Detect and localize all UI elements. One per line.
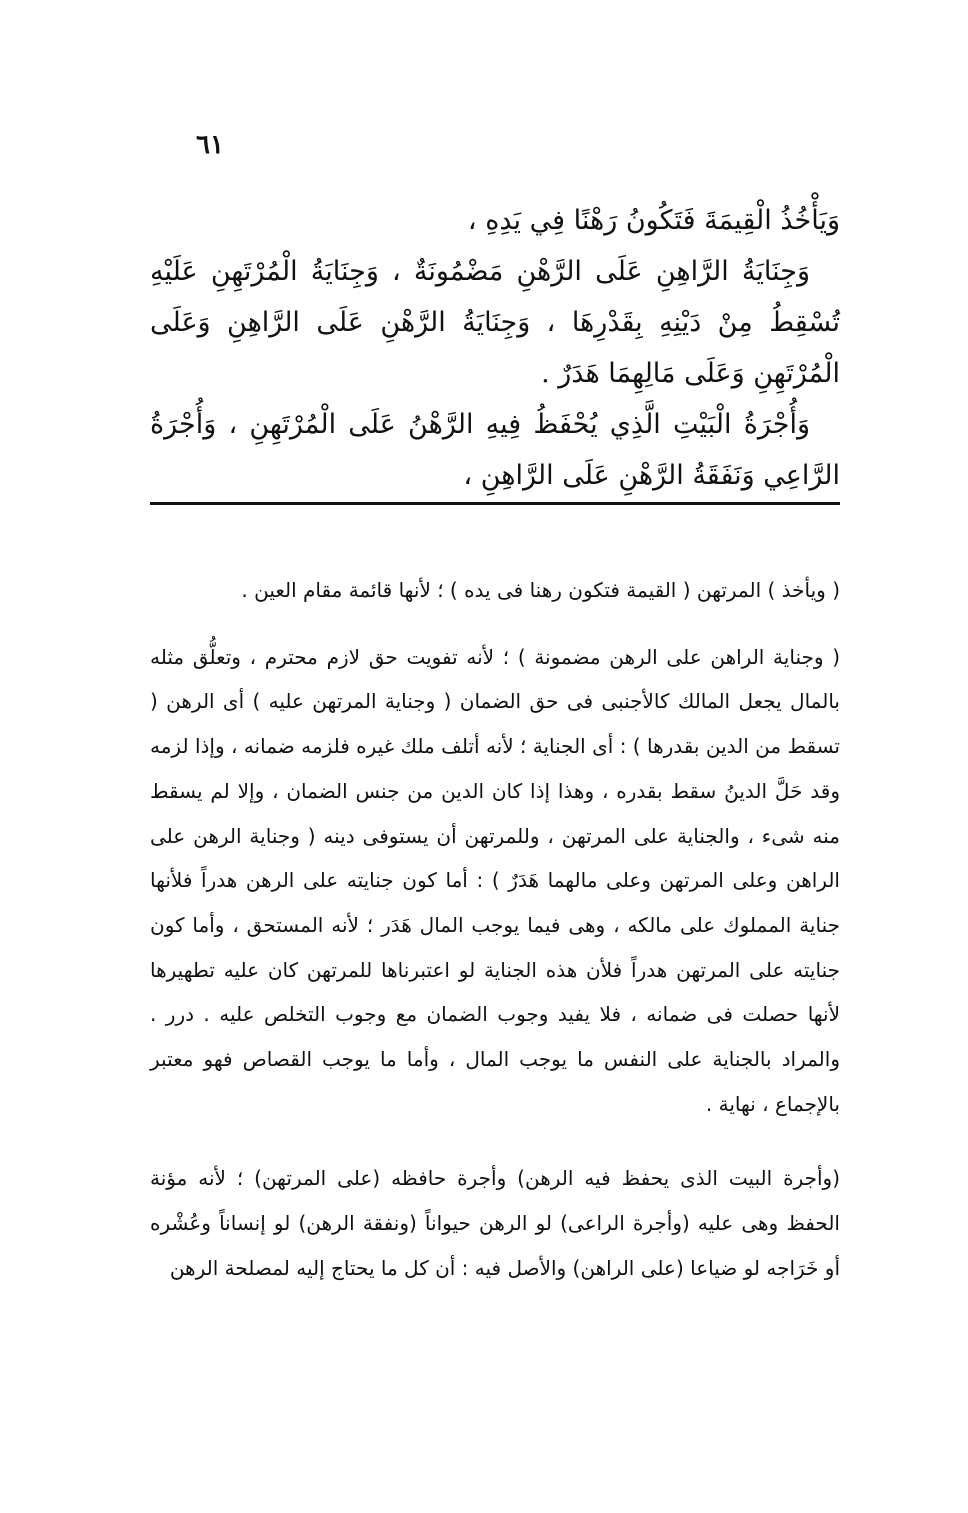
commentary-paragraph-1: ( ويأخذ ) المرتهن ( القيمة فتكون رهنا فى يده ) ؛ لأنها قائمة مقام العين . [241, 578, 840, 602]
main-text-paragraph-1: وَيَأْخُذُ الْقِيمَةَ فَتَكُونُ رَهْنًا فِي يَدِهِ ، [467, 205, 840, 236]
main-text-paragraph-2: وَجِنَايَةُ الرَّاهِنِ عَلَى الرَّهْنِ مَضْمُونَةٌ ، وَجِنَايَةُ الْمُرْتَهِنِ عَلَيْهِ تُسْقِطُ مِنْ دَيْنِهِ بِقَدْرِهَا ، وَجِنَايَةُ الرَّهْنِ عَلَى الرَّاهِنِ وَعَلَى الْمُرْتَهِنِ وَعَلَى مَالِهِمَا هَدَرٌ . [150, 256, 840, 389]
commentary-block [150, 568, 840, 1307]
main-text-paragraph-3: وَأُجْرَةُ الْبَيْتِ الَّذِي يُحْفَظُ فِيهِ الرَّهْنُ عَلَى الْمُرْتَهِنِ ، وَأُجْرَةُ الرَّاعِي وَنَفَقَةُ الرَّهْنِ عَلَى الرَّاهِنِ ، [150, 409, 840, 491]
commentary-paragraph-2: ( وجناية الراهن على الرهن مضمونة ) ؛ لأنه تفويت حق لازم محترم ، وتعلُّق مثله بالمال يجعل المالك كالأجنبى فى حق الضمان ( وجناية المرتهن عليه ) أى الرهن ( تسقط من الدين بقدرها ) : أى الجناية ؛ لأنه أتلف ملك غيره فلزمه ضمانه ، وإذا لزمه وقد حَلَّ الدينُ سقط بقدره ، وهذا إذا كان الدين من جنس الضمان ، وإلا لم يسقط منه شىء ، والجناية على المرتهن ، وللمرتهن أن يستوفى دينه ( وجناية الرهن على الراهن وعلى المرتهن وعلى مالهما هَدَرٌ ) : أما كون جنايته على الرهن هدراً فلأنها جناية المملوك على مالكه ، وهى فيما يوجب المال هَدَر ؛ لأنه المستحق ، وأما كون جنايته على المرتهن هدراً فلأن هذه الجناية لو اعتبرناها للمرتهن كان عليه تطهيرها لأنها حصلت فى ضمانه ، فلا يفيد وجوب الضمان مع وجوب التخلص عليه . درر . والمراد بالجناية على النفس ما يوجب المال ، وأما ما يوجب القصاص فهو معتبر بالإجماع ، نهاية . [150, 644, 840, 1116]
main-text-block [150, 195, 840, 501]
commentary-paragraph-3: (وأجرة البيت الذى يحفظ فيه الرهن) وأجرة حافظه (على المرتهن) ؛ لأنه مؤنة الحفظ وهى عليه (وأجرة الراعى) لو الرهن حيواناً (ونفقة الرهن) لو إنساناً وعُشْره أو خَرَاجه لو ضياعا (على الراهن) والأصل فيه : أن كل ما يحتاج إليه لمصلحة الرهن [150, 1166, 840, 1280]
separator-line [150, 502, 840, 505]
page-number: ٦١ [196, 130, 224, 160]
